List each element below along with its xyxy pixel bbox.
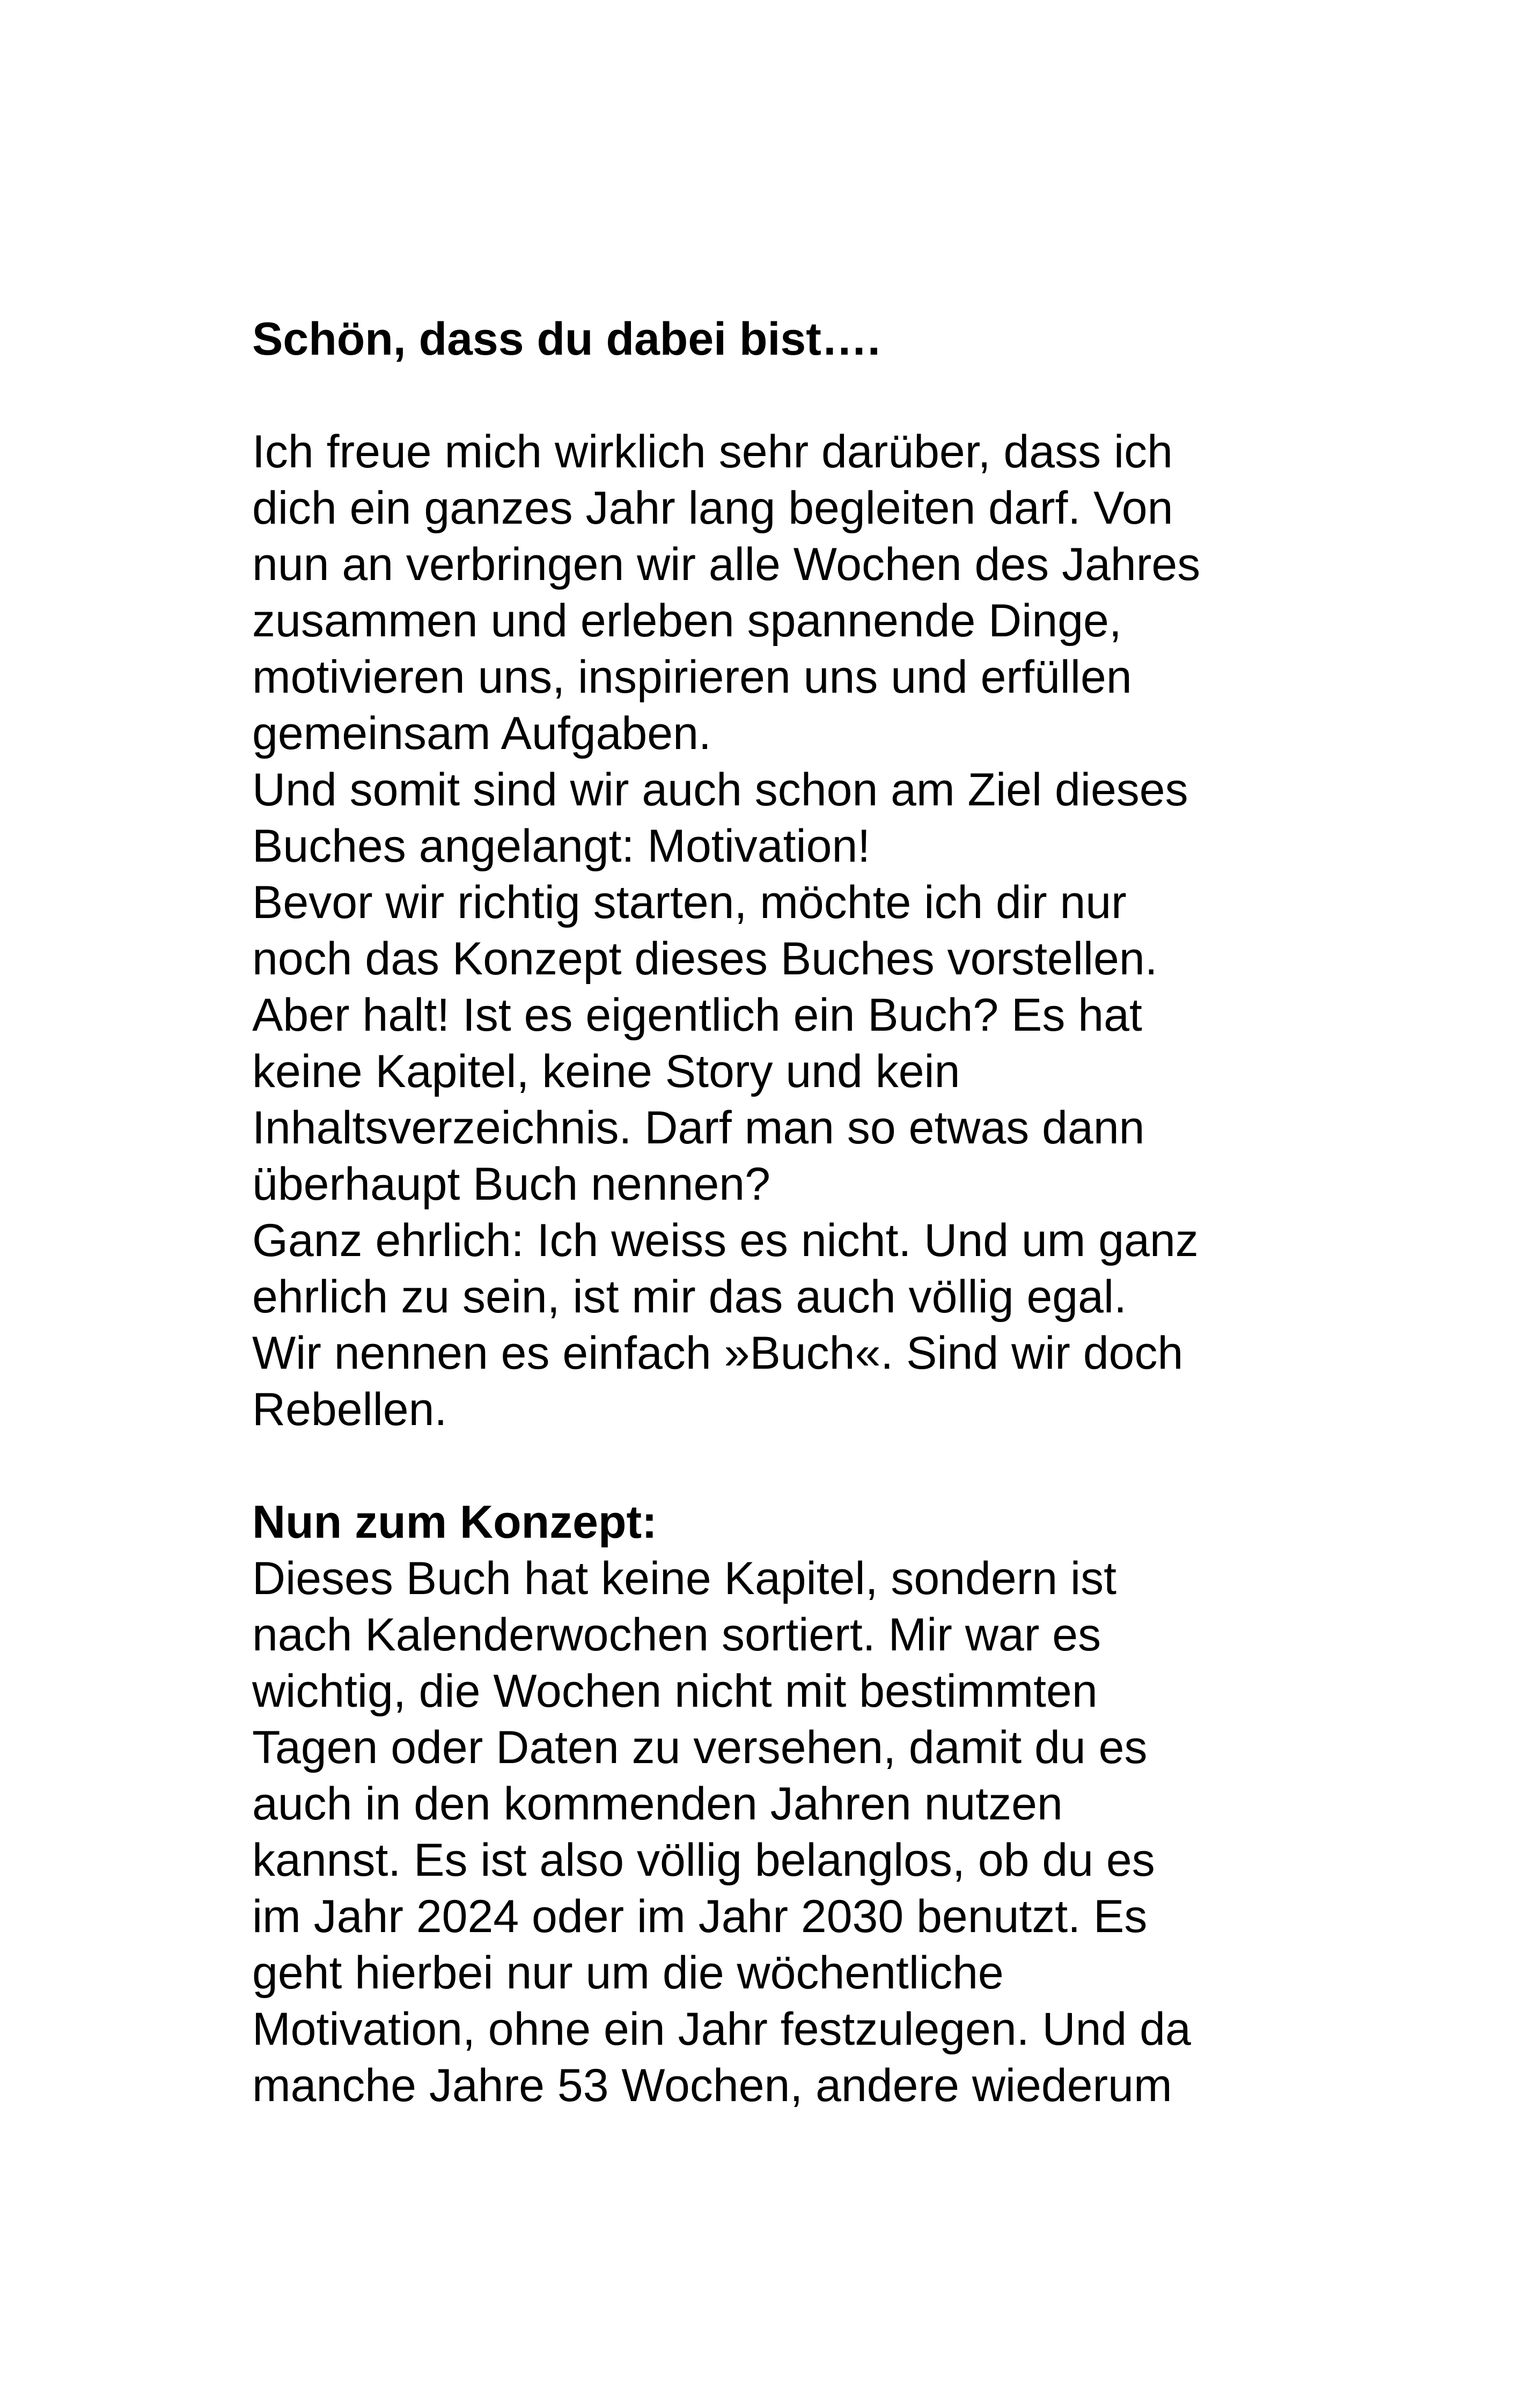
text-line: motivieren uns, inspirieren uns und erfüllen (252, 651, 1132, 703)
text-line: zusammen und erleben spannende Dinge, (252, 595, 1122, 647)
text-line: im Jahr 2024 oder im Jahr 2030 benutzt. Es (252, 1891, 1148, 1942)
text-line: überhaupt Buch nennen? (252, 1158, 770, 1210)
text-line: Ganz ehrlich: Ich weiss es nicht. Und um ganz (252, 1215, 1199, 1266)
text-line: manche Jahre 53 Wochen, andere wiederum (252, 2060, 1172, 2111)
text-line: nun an verbringen wir alle Wochen des Jahres (252, 539, 1201, 590)
text-line: auch in den kommenden Jahren nutzen (252, 1778, 1063, 1830)
section-heading-intro: Schön, dass du dabei bist…. (252, 313, 880, 365)
text-line: Wir nennen es einfach »Buch«. Sind wir doch (252, 1327, 1184, 1379)
paragraph-spacer (252, 1438, 1325, 1494)
text-line: Ich freue mich wirklich sehr darüber, dass ich (252, 426, 1173, 478)
text-line: wichtig, die Wochen nicht mit bestimmten (252, 1665, 1098, 1717)
intro-paragraph (252, 424, 1325, 1438)
section-heading-concept: Nun zum Konzept: (252, 1496, 657, 1548)
text-line: noch das Konzept dieses Buches vorstellen. (252, 933, 1158, 985)
text-line: Rebellen. (252, 1384, 447, 1435)
paragraph-spacer (252, 368, 1325, 424)
concept-paragraph (252, 1551, 1325, 2114)
text-line: keine Kapitel, keine Story und kein (252, 1046, 960, 1097)
text-line: Bevor wir richtig starten, möchte ich dir nur (252, 877, 1127, 928)
text-line: Buches angelangt: Motivation! (252, 820, 871, 872)
text-line: gemeinsam Aufgaben. (252, 708, 711, 759)
text-line: Inhaltsverzeichnis. Darf man so etwas dann (252, 1102, 1145, 1154)
text-line: Motivation, ohne ein Jahr festzulegen. Und da (252, 2003, 1191, 2055)
text-line: Dieses Buch hat keine Kapitel, sondern ist (252, 1553, 1117, 1604)
text-line: Und somit sind wir auch schon am Ziel dieses (252, 764, 1188, 816)
text-line: ehrlich zu sein, ist mir das auch völlig egal. (252, 1271, 1127, 1323)
text-line: kannst. Es ist also völlig belanglos, ob du es (252, 1834, 1155, 1886)
text-line: Tagen oder Daten zu versehen, damit du es (252, 1722, 1148, 1773)
text-line: nach Kalenderwochen sortiert. Mir war es (252, 1609, 1101, 1661)
document-page (252, 311, 1325, 2114)
text-line: dich ein ganzes Jahr lang begleiten darf. Von (252, 482, 1173, 534)
text-line: geht hierbei nur um die wöchentliche (252, 1947, 1004, 1999)
text-line: Aber halt! Ist es eigentlich ein Buch? Es hat (252, 989, 1142, 1041)
